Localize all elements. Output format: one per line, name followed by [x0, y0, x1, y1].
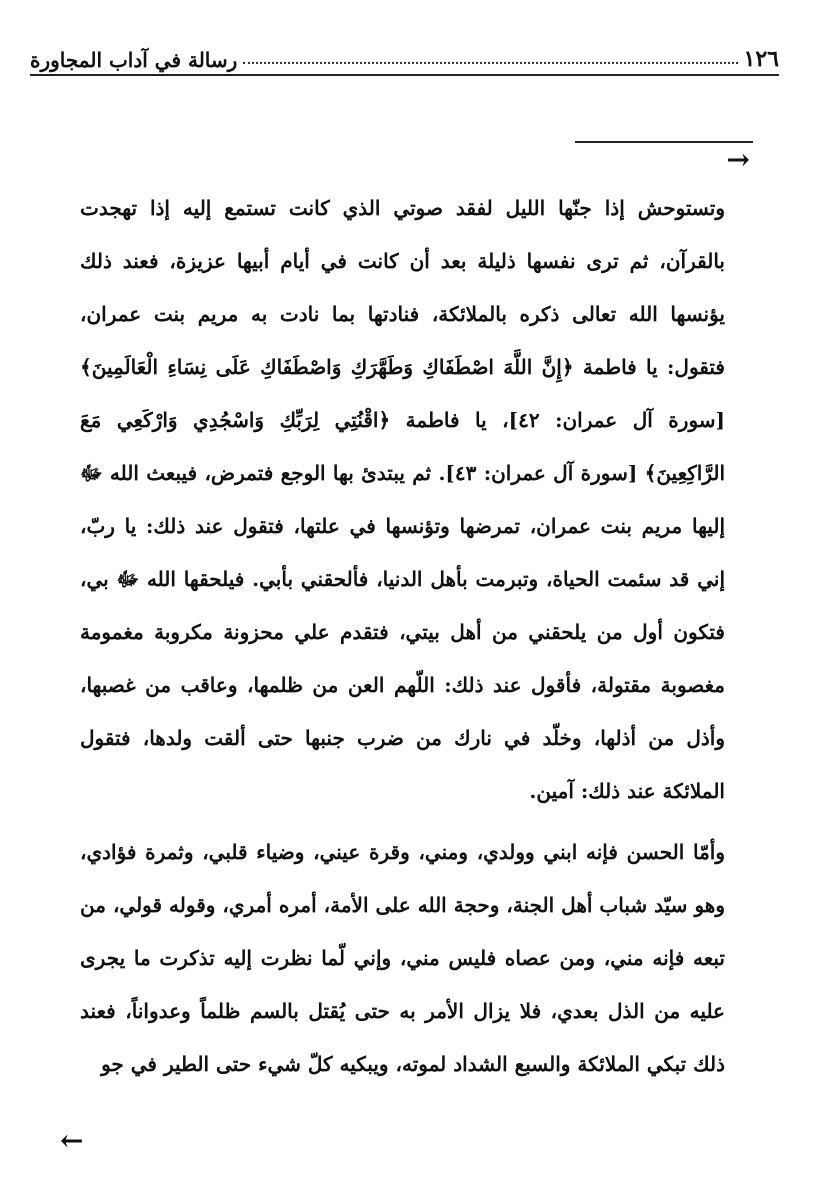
page-number: ١٢٦	[743, 46, 779, 72]
page-header	[30, 30, 779, 76]
paragraph: وأمّا الحسن فإنه ابني وولدي، ومني، وقرة عيني، وضياء قلبي، وثمرة فؤادي، وهو سيّد شباب أهل الجنة، وحجة الله على الأمة، أمره أمري، وقوله قولي، من تبعه فإنه مني، ومن عصاه فليس مني، وإني لّما نظرت إليه تذكرت ما يجرى عليه من الذل بعدي، فلا يزال الأمر به حتى يُقتل بالسم ظلماً وعدواناً، فعند ذلك تبكي الملائكة والسبع الشداد لموته، ويبكيه كلّ شيء حتى الطير في جو	[80, 840, 726, 1076]
paragraph: وتستوحش إذا جنّها الليل لفقد صوتي الذي كانت تستمع إليه إذا تهجدت بالقرآن، ثم ترى نفسها ذليلة بعد أن كانت في أيام أبيها عزيزة، فعند ذلك يؤنسها الله تعالى ذكره بالملائكة، فنادتها بما نادت به مريم بنت عمران، فتقول: يا فاطمة ﴿إِنَّ اللَّهَ اصْطَفَاكِ وَطَهَّرَكِ وَاصْطَفَاكِ عَلَى نِسَاءِ الْعَالَمِينَ﴾ [سورة آل عمران: ٤٢]، يا فاطمة ﴿اقْنُتِي لِرَبِّكِ وَاسْجُدِي وَارْكَعِي مَعَ الرَّاكِعِينَ﴾ [سورة آل عمران: ٤٣]. ثم يبتدئ بها الوجع فتمرض، فيبعث الله ﷻ إليها مريم بنت عمران، تمرضها وتؤنسها في علتها، فتقول عند ذلك: يا ربّ، إني قد سئمت الحياة، وتبرمت بأهل الدنيا، فألحقني بأبي. فيلحقها الله ﷻ بي، فتكون أول من يلحقني من أهل بيتي، فتقدم علي محزونة مكروبة مغمومة مغصوبة مقتولة، فأقول عند ذلك: اللّهم العن من ظلمها، وعاقب من غصبها، وأذل من أذلها، وخلّد في نارك من ضرب جنبها حتى ألقت ولدها، فتقول الملائكة عند ذلك: آمين.	[80, 196, 726, 803]
arrow-left-icon: ←	[60, 1124, 84, 1157]
arrow-right-icon: →	[726, 143, 750, 176]
dotted-leader	[243, 62, 737, 64]
running-title: رسالة في آداب المجاورة	[30, 48, 238, 72]
body-text	[80, 182, 725, 1091]
